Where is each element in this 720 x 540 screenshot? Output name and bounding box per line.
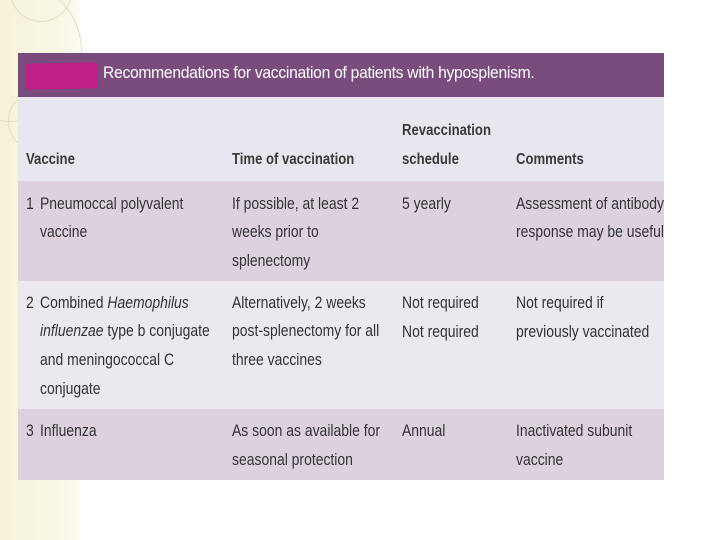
- vaccine-cell: Pneumoccal polyvalent: [40, 194, 184, 213]
- comments-cell: response may be useful: [516, 222, 665, 241]
- row-number: 1: [26, 194, 34, 213]
- vaccine-cell: vaccine: [40, 222, 88, 241]
- vaccine-cell: Combined Haemophilus: [40, 293, 189, 312]
- vaccine-cell: and meningococcal C: [40, 350, 175, 369]
- revaccination-cell: Not required: [402, 293, 479, 312]
- table-row: [18, 181, 664, 281]
- comments-cell: Not required if: [516, 293, 604, 312]
- header-vaccine: Vaccine: [26, 151, 75, 168]
- revaccination-cell: Not required: [402, 322, 479, 341]
- time-cell: As soon as available for: [232, 421, 381, 440]
- time-cell: seasonal protection: [232, 450, 353, 469]
- time-cell: If possible, at least 2: [232, 194, 360, 213]
- header-revaccination: Revaccination: [402, 122, 491, 139]
- table-row: [18, 409, 664, 480]
- table-title-bar: [18, 53, 664, 97]
- table-title: Recommendations for vaccination of patients with hyposplenism.: [103, 63, 535, 82]
- comments-cell: previously vaccinated: [516, 322, 650, 341]
- table-header-row: [18, 97, 664, 181]
- header-time-of-vaccination: Time of vaccination: [232, 151, 355, 168]
- row-number: 3: [26, 421, 34, 440]
- comments-cell: Assessment of antibody: [516, 194, 664, 213]
- table-row: [18, 281, 664, 409]
- time-cell: three vaccines: [232, 350, 322, 369]
- comments-cell: Inactivated subunit: [516, 421, 633, 440]
- comments-cell: vaccine: [516, 450, 564, 469]
- vaccine-cell: Influenza: [40, 421, 97, 440]
- header-comments: Comments: [516, 151, 584, 168]
- time-cell: weeks prior to: [232, 222, 319, 241]
- vaccination-table: [18, 53, 664, 480]
- table-number-label: [26, 62, 98, 89]
- revaccination-cell: 5 yearly: [402, 194, 451, 213]
- header-schedule: schedule: [402, 151, 459, 168]
- time-cell: splenectomy: [232, 251, 311, 270]
- time-cell: Alternatively, 2 weeks: [232, 293, 366, 312]
- revaccination-cell: Annual: [402, 421, 446, 440]
- time-cell: post-splenectomy for all: [232, 321, 380, 340]
- vaccine-cell: conjugate: [40, 379, 101, 398]
- row-number: 2: [26, 293, 34, 312]
- vaccine-cell: influenzae type b conjugate: [40, 321, 210, 340]
